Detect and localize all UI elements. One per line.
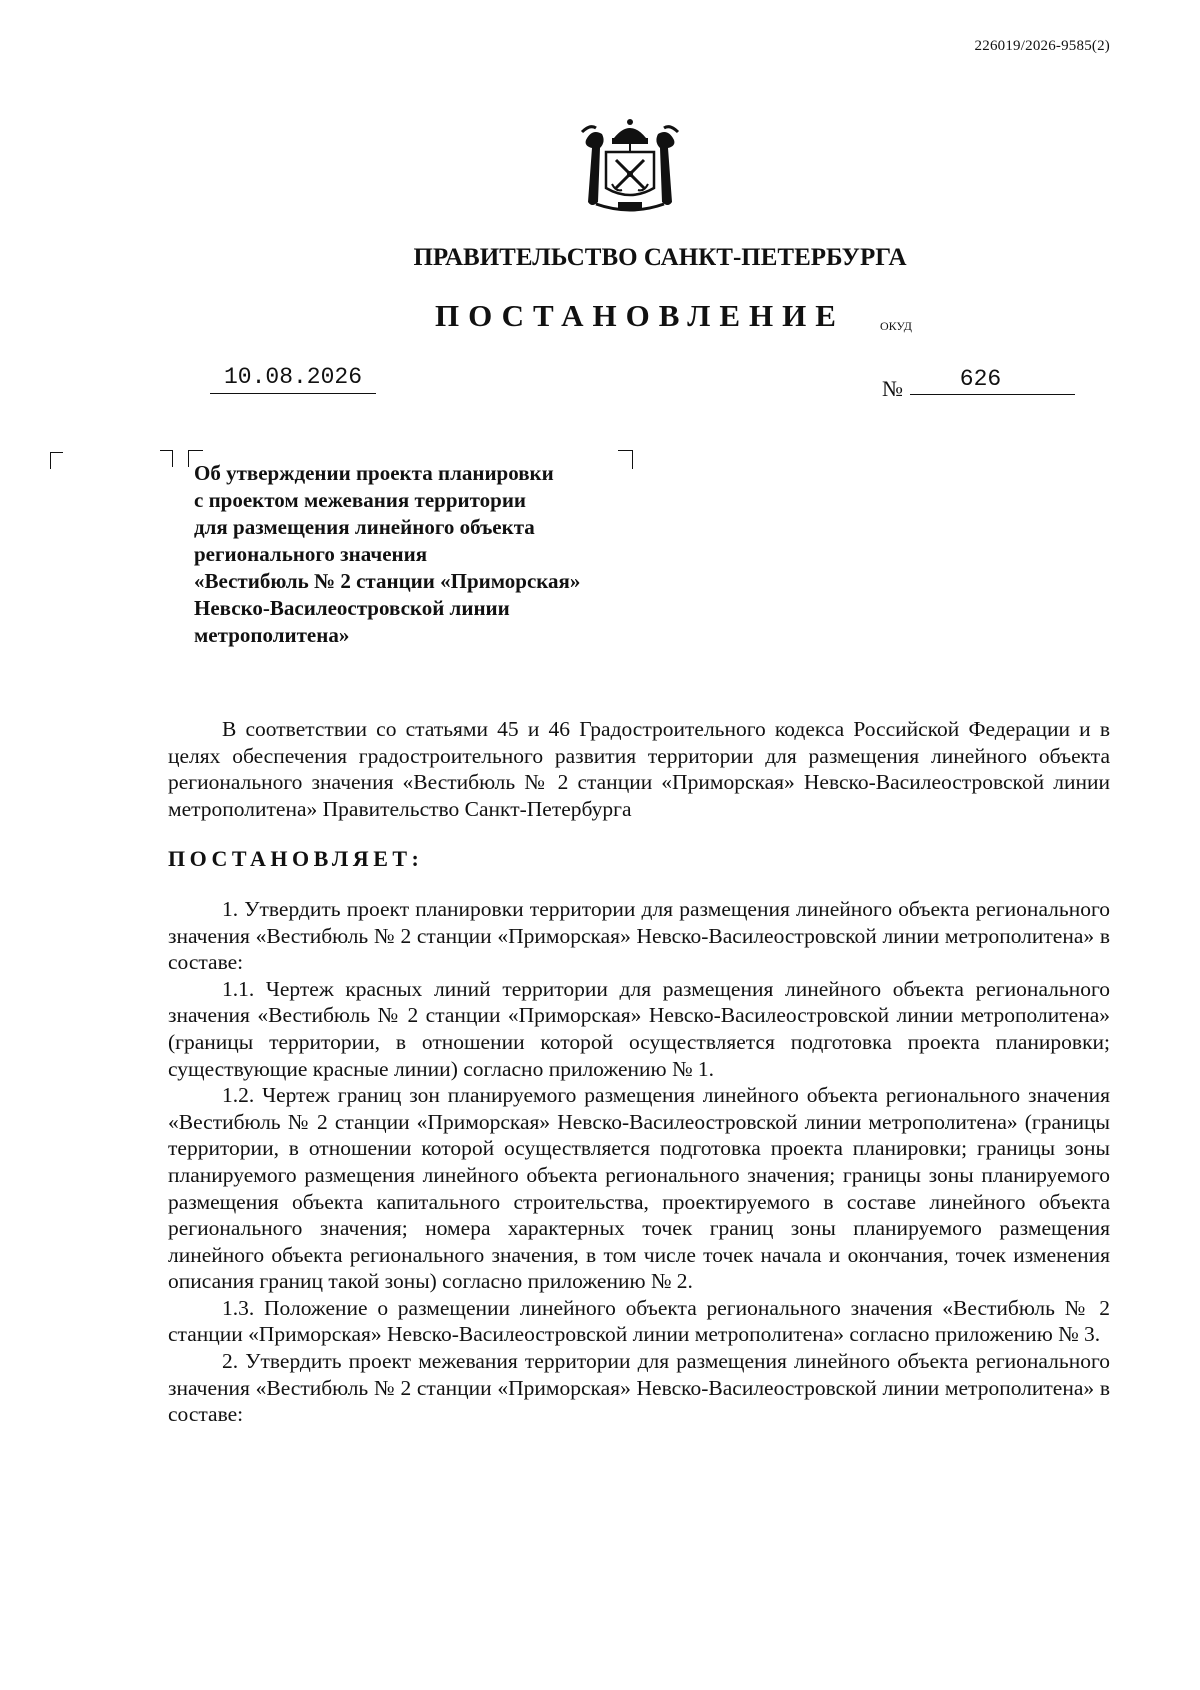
- title-line: Невско-Василеостровской линии: [194, 596, 510, 620]
- saint-petersburg-coat-of-arms-icon: [578, 118, 682, 218]
- document-type: ПОСТАНОВЛЕНИЕ: [435, 298, 845, 333]
- document-number-field: [910, 366, 1075, 395]
- government-title: ПРАВИТЕЛЬСТВО САНКТ-ПЕТЕРБУРГА: [413, 244, 907, 271]
- title-line: для размещения линейного объекта: [194, 515, 535, 539]
- document-date: 10.08.2026: [210, 364, 376, 394]
- decree-item: 1.1. Чертеж красных линий территории для размещения линейного объекта регионального значения «Вестибюль № 2 станции «Приморская» Невско-Василеостровской линии метрополитена» (границы территории, в отношении которой осуществляется подготовка проекта планировки; существующие красные линии) согласно приложению № 1.: [168, 976, 1110, 1081]
- document-number: 626: [959, 366, 1002, 392]
- title-line: метрополитена»: [194, 623, 350, 647]
- okud-label: ОКУД: [880, 319, 912, 333]
- title-line: регионального значения: [194, 542, 428, 566]
- decree-item: 1. Утвердить проект планировки территории для размещения линейного объекта регионального значения «Вестибюль № 2 станции «Приморская» Невско-Василеостровской линии метрополитена» в составе:: [168, 896, 1110, 975]
- decree-item: 1.2. Чертеж границ зон планируемого размещения линейного объекта регионального значения «Вестибюль № 2 станции «Приморская» Невско-Василеостровской линии метрополитена» (границы территории, в отношении которой осуществляется подготовка проекта планировки; границы зоны планируемого размещения линейного объекта регионального значения; границы зоны планируемого размещения объекта капитального строительства, проектируемого в составе линейного объекта регионального значения; номера характерных точек границ зоны планируемого размещения линейного объекта регионального значения, в том числе точек начала и окончания, точек изменения описания границ такой зоны) согласно приложению № 2.: [168, 1083, 1110, 1294]
- title-line: Об утверждении проекта планировки: [194, 461, 554, 485]
- document-body: [168, 716, 1110, 1428]
- preamble-paragraph: В соответствии со статьями 45 и 46 Градостроительного кодекса Российской Федерации и в целях обеспечения градостроительного развития территории для размещения линейного объекта регионального значения «Вестибюль № 2 станции «Приморская» Невско-Василеостровской линии метрополитена» Правительство Санкт-Петербурга: [168, 717, 1110, 821]
- margin-corner-mark: [160, 450, 173, 467]
- title-line: с проектом межевания территории: [194, 488, 527, 512]
- margin-corner-mark: [50, 452, 63, 469]
- document-title: [194, 460, 664, 649]
- decree-item: 1.3. Положение о размещении линейного объекта регионального значения «Вестибюль № 2 станции «Приморская» Невско-Василеостровской линии метрополитена» согласно приложению № 3.: [168, 1295, 1110, 1347]
- decree-verb: ПОСТАНОВЛЯЕТ:: [168, 846, 424, 872]
- registration-number: 226019/2026-9585(2): [974, 38, 1110, 54]
- number-sign: №: [882, 376, 903, 401]
- decree-item: 2. Утвердить проект межевания территории для размещения линейного объекта регионального значения «Вестибюль № 2 станции «Приморская» Невско-Василеостровской линии метрополитена» в составе:: [168, 1349, 1110, 1427]
- title-line: «Вестибюль № 2 станции «Приморская»: [194, 569, 581, 593]
